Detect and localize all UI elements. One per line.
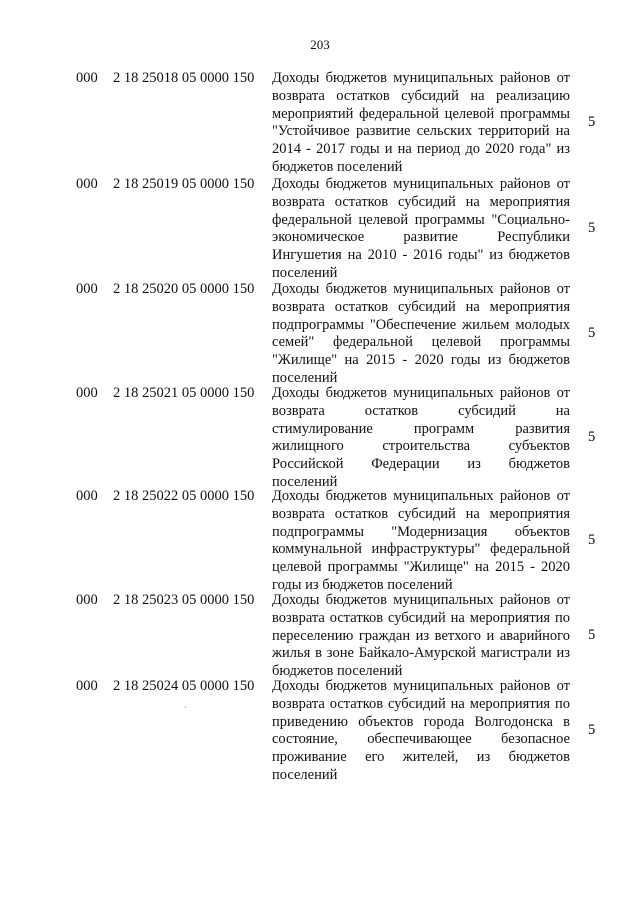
description-line: федеральной целевой программы "Социально- [272,211,570,228]
norm-value: 5 [588,429,596,445]
description-line: "Жилище" на 2015 - 2020 годы из бюджетов [272,352,570,369]
income-description [272,592,570,681]
admin-code: 000 [76,176,98,192]
norm-value: 5 [588,532,596,548]
income-description [272,385,570,492]
income-description [272,70,570,177]
description-line: переселению граждан из ветхого и аварийного [272,627,570,644]
description-line: поселений [272,766,338,783]
page-number: 203 [310,37,330,52]
norm-value: 5 [588,114,596,130]
description-line: Доходы бюджетов муниципальных районов от [272,385,570,401]
description-line: годы из бюджетов поселений [272,576,453,593]
description-line: Доходы бюджетов муниципальных районов от [272,70,570,86]
description-line: возврата остатков субсидий на мероприятия по [272,695,570,712]
description-line: мероприятий федеральной целевой программы [272,105,570,122]
description-line: возврата остатков субсидий на мероприятия по [272,609,570,626]
description-line: проживание его жителей, из бюджетов [272,749,570,766]
norm-value: 5 [588,220,596,236]
description-line: бюджетов поселений [272,158,403,175]
admin-code: 000 [76,592,98,608]
description-line: поселений [272,264,338,281]
description-line: Доходы бюджетов муниципальных районов от [272,176,570,192]
description-line: поселений [272,369,338,386]
description-line: Ингушетия на 2010 - 2016 годы" из бюджетов [272,247,570,264]
description-line: бюджетов поселений [272,663,403,680]
description-line: жилищного строительства субъектов [272,438,570,455]
description-line: "Устойчивое развитие сельских территорий на [272,123,570,140]
admin-code: 000 [76,678,98,694]
admin-code: 000 [76,70,98,86]
description-line: Доходы бюджетов муниципальных районов от [272,678,570,694]
admin-code: 000 [76,281,98,297]
description-line: возврата остатков субсидий на мероприятия [272,298,570,315]
description-line: целевой программы "Жилище" на 2015 - 2020 [272,559,570,576]
norm-value: 5 [588,627,596,643]
budget-classification-code: 2 18 25021 05 0000 150 [113,385,255,401]
description-line: Доходы бюджетов муниципальных районов от [272,488,570,504]
income-description [272,281,570,388]
scan-speck: ` [184,705,187,715]
description-line: Российской Федерации из бюджетов [272,456,570,473]
admin-code: 000 [76,385,98,401]
description-line: состояние, обеспечивающее безопасное [272,731,570,748]
norm-value: 5 [588,325,596,341]
description-line: 2014 - 2017 годы и на период до 2020 года" из [272,141,570,158]
budget-classification-code: 2 18 25022 05 0000 150 [113,488,255,504]
description-line: возврата остатков субсидий на реализацию [272,87,570,104]
norm-value: 5 [588,722,596,738]
budget-classification-code: 2 18 25019 05 0000 150 [113,176,255,192]
income-description [272,176,570,283]
budget-classification-code: 2 18 25018 05 0000 150 [113,70,255,86]
description-line: приведению объектов города Волгодонска в [272,713,570,730]
income-description [272,488,570,595]
description-line: коммунальной инфраструктуры" федеральной [272,541,570,558]
description-line: возврата остатков субсидий на мероприятия [272,505,570,522]
description-line: жилья в зоне Байкало-Амурской магистрали из [272,645,570,662]
description-line: подпрограммы "Модернизация объектов [272,523,570,540]
description-line: возврата остатков субсидий на мероприятия [272,193,570,210]
description-line: Доходы бюджетов муниципальных районов от [272,281,570,297]
budget-classification-code: 2 18 25024 05 0000 150 [113,678,255,694]
description-line: возврата остатков субсидий на [272,402,570,419]
description-line: поселений [272,473,338,490]
income-description [272,678,570,785]
description-line: стимулирование программ развития [272,420,570,437]
budget-classification-code: 2 18 25020 05 0000 150 [113,281,255,297]
description-line: экономическое развитие Республики [272,229,570,246]
description-line: семей" федеральной целевой программы [272,334,570,351]
description-line: Доходы бюджетов муниципальных районов от [272,592,570,608]
admin-code: 000 [76,488,98,504]
budget-classification-code: 2 18 25023 05 0000 150 [113,592,255,608]
description-line: подпрограммы "Обеспечение жильем молодых [272,316,570,333]
